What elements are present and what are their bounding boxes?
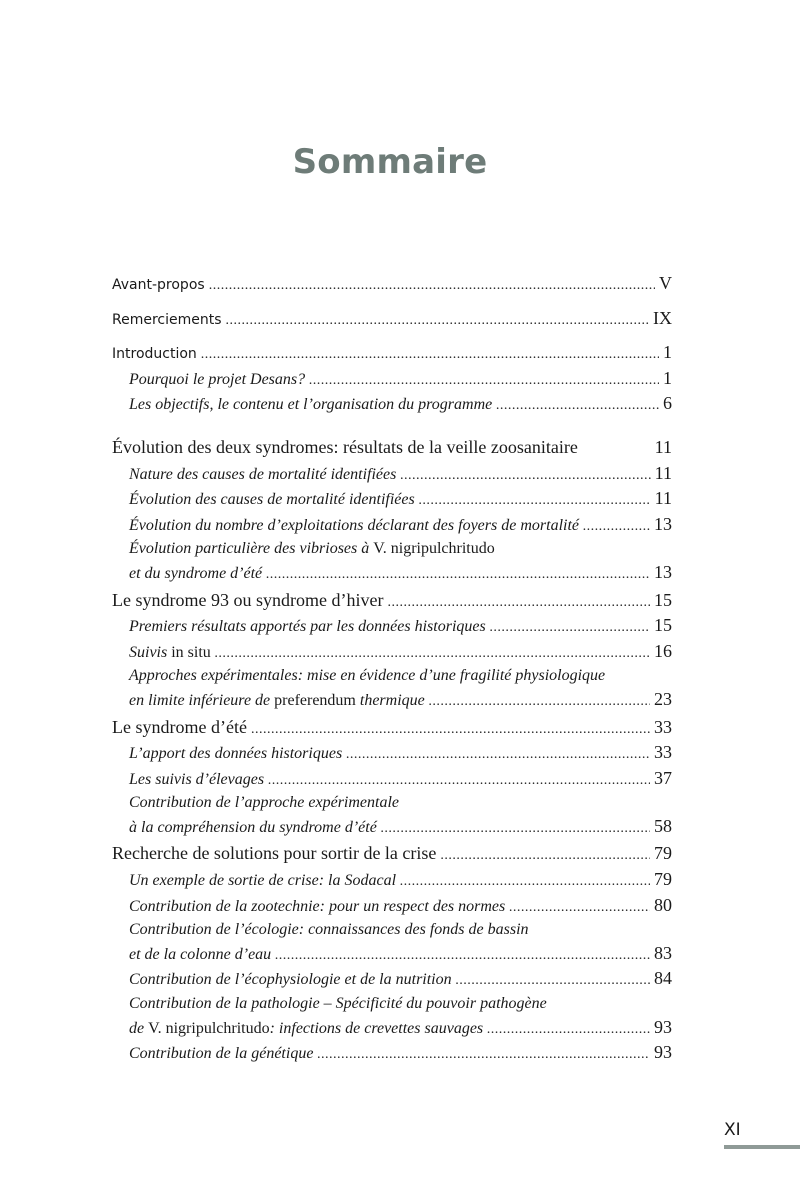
- entry-label: Contribution de la génétique: [129, 1045, 314, 1063]
- chapter-title: Le syndrome d’été: [112, 716, 247, 737]
- toc-subentry[interactable]: [112, 392, 672, 418]
- entry-page: 13: [654, 561, 672, 582]
- entry-label: Remerciements: [112, 311, 222, 328]
- toc-subentry[interactable]: [112, 868, 672, 894]
- folio-bar: [724, 1145, 800, 1149]
- toc-subentry[interactable]: [112, 614, 672, 640]
- entry-page: 13: [654, 513, 672, 534]
- dot-leader: [381, 818, 650, 841]
- entry-label-part: : infections de crevettes sauvages: [269, 1019, 484, 1037]
- dot-leader: [275, 945, 650, 968]
- page-number: XI: [724, 1120, 741, 1140]
- entry-page: 93: [654, 1042, 672, 1063]
- dot-leader: [215, 643, 650, 666]
- entry-label-part: Contribution de l’approche expérimentale: [129, 794, 400, 812]
- toc-entry-avant-propos[interactable]: [112, 272, 672, 298]
- dot-leader: [440, 845, 650, 868]
- entry-label-part: Évolution particulière des vibrioses à: [129, 540, 370, 558]
- entry-label: et de la colonne d’eau: [129, 945, 272, 963]
- toc-subentry-line2[interactable]: [112, 942, 672, 968]
- entry-label: Les objectifs, le contenu et l’organisation du programme: [129, 396, 493, 414]
- entry-page: 15: [654, 615, 672, 636]
- entry-label: Évolution du nombre d’exploitations déclarant des foyers de mortalité: [129, 516, 579, 534]
- entry-page: 1: [663, 367, 672, 388]
- entry-label: Premiers résultats apportés par les données historiques: [129, 618, 486, 636]
- dot-leader: [317, 1044, 650, 1067]
- toc-entry-remerciements[interactable]: [112, 307, 672, 333]
- toc-entry-introduction[interactable]: [112, 341, 672, 367]
- entry-label-part: en limite inférieure de: [129, 691, 271, 709]
- entry-page: 84: [654, 968, 672, 989]
- entry-label-part: thermique: [359, 691, 425, 709]
- table-of-contents: [112, 272, 672, 1067]
- entry-page: 80: [654, 894, 672, 915]
- dot-leader: [419, 490, 651, 513]
- entry-label: Contribution de l’écophysiologie et de la nutrition: [129, 971, 452, 989]
- entry-label: Un exemple de sortie de crise: la Sodacal: [129, 872, 397, 890]
- toc-subentry[interactable]: [112, 1041, 672, 1067]
- dot-leader: [487, 1019, 650, 1042]
- entry-page: 1: [663, 342, 672, 363]
- toc-subentry-line2[interactable]: [112, 1016, 672, 1042]
- entry-page: 16: [654, 640, 672, 661]
- entry-label: Les suivis d’élevages: [129, 770, 265, 788]
- toc-subentry[interactable]: [112, 487, 672, 513]
- toc-subentry-line1[interactable]: [112, 993, 672, 1016]
- dot-leader: [266, 564, 650, 587]
- toc-subentry[interactable]: [112, 967, 672, 993]
- entry-label: Contribution de la zootechnie: pour un respect des normes: [129, 897, 506, 915]
- entry-label: Avant-propos: [112, 277, 205, 293]
- toc-chapter-syndrome-ete[interactable]: [112, 716, 672, 742]
- toc-subentry-line2[interactable]: [112, 815, 672, 841]
- entry-page: 37: [654, 767, 672, 788]
- toc-subentry-line1[interactable]: [112, 919, 672, 942]
- dot-leader: [509, 897, 650, 920]
- entry-label-part: de: [129, 1019, 145, 1037]
- toc-subentry[interactable]: [112, 741, 672, 767]
- page-title: Sommaire: [292, 142, 488, 182]
- entry-label-part: Approches expérimentales: mise en évidence d’une fragilité physiologique: [129, 667, 606, 685]
- dot-leader: [400, 871, 650, 894]
- entry-label: à la compréhension du syndrome d’été: [129, 818, 377, 836]
- dot-leader: [226, 310, 649, 333]
- entry-label: [129, 1018, 483, 1041]
- entry-page: 11: [654, 488, 672, 509]
- toc-chapter-recherche-solutions[interactable]: [112, 842, 672, 868]
- dot-leader: [429, 691, 650, 714]
- entry-page: IX: [653, 307, 672, 328]
- dot-leader: [387, 592, 650, 615]
- toc-chapter-evolution[interactable]: [112, 436, 672, 462]
- dot-leader: [496, 395, 659, 418]
- chapter-title: Évolution des deux syndromes: résultats de la veille zoosanitaire: [112, 436, 578, 457]
- dot-leader: [456, 970, 650, 993]
- chapter-title: Recherche de solutions pour sortir de la crise: [112, 843, 437, 864]
- dot-leader: [346, 744, 650, 767]
- chapter-page: 11: [654, 436, 672, 457]
- entry-label-part: preferendum: [274, 691, 356, 709]
- chapter-title: Le syndrome 93 ou syndrome d’hiver: [112, 589, 384, 610]
- toc-subentry-line1[interactable]: [112, 665, 672, 688]
- chapter-page: 33: [654, 716, 672, 737]
- entry-label: et du syndrome d’été: [129, 564, 263, 582]
- toc-chapter-syndrome-93[interactable]: [112, 589, 672, 615]
- entry-label: [129, 642, 211, 665]
- toc-subentry-line1[interactable]: [112, 792, 672, 815]
- dot-leader: [251, 719, 650, 742]
- toc-subentry-line2[interactable]: [112, 561, 672, 587]
- dot-leader: [400, 465, 650, 488]
- dot-leader: [583, 516, 650, 539]
- dot-leader: [309, 370, 659, 393]
- species-name: V. nigripulchritudo: [148, 1019, 270, 1037]
- entry-label-part: in situ: [171, 643, 211, 661]
- entry-label: Évolution des causes de mortalité identifiées: [129, 491, 415, 509]
- dot-leader: [490, 617, 650, 640]
- entry-label: L’apport des données historiques: [129, 745, 343, 763]
- toc-subentry[interactable]: [112, 513, 672, 539]
- entry-page: 83: [654, 942, 672, 963]
- dot-leader: [201, 344, 659, 367]
- chapter-page: 15: [654, 589, 672, 610]
- entry-label: Nature des causes de mortalité identifiées: [129, 465, 397, 483]
- toc-subentry-line1[interactable]: [112, 538, 672, 561]
- entry-label-part: Contribution de l’écologie: connaissances des fonds de bassin: [129, 921, 529, 939]
- toc-subentry-line2[interactable]: [112, 688, 672, 714]
- chapter-page: 79: [654, 843, 672, 864]
- entry-page: 6: [663, 393, 672, 414]
- toc-subentry[interactable]: [112, 367, 672, 393]
- toc-subentry[interactable]: [112, 894, 672, 920]
- entry-page: 33: [654, 742, 672, 763]
- entry-label: Introduction: [112, 346, 197, 363]
- species-name: V. nigripulchritudo: [373, 540, 495, 558]
- toc-subentry[interactable]: [112, 462, 672, 488]
- dot-leader: [268, 770, 650, 793]
- entry-label-part: Contribution de la pathologie – Spécificité du pouvoir pathogène: [129, 995, 547, 1013]
- toc-subentry[interactable]: [112, 767, 672, 793]
- entry-label: [129, 690, 425, 713]
- dot-leader: [209, 275, 655, 298]
- entry-page: 58: [654, 815, 672, 836]
- entry-label: Pourquoi le projet Desans?: [129, 370, 306, 388]
- toc-subentry[interactable]: [112, 640, 672, 666]
- entry-page: 93: [654, 1016, 672, 1037]
- entry-page: 23: [654, 688, 672, 709]
- entry-page: 79: [654, 869, 672, 890]
- entry-page: V: [659, 273, 672, 293]
- entry-label-part: Suivis: [129, 643, 168, 661]
- entry-page: 11: [654, 462, 672, 483]
